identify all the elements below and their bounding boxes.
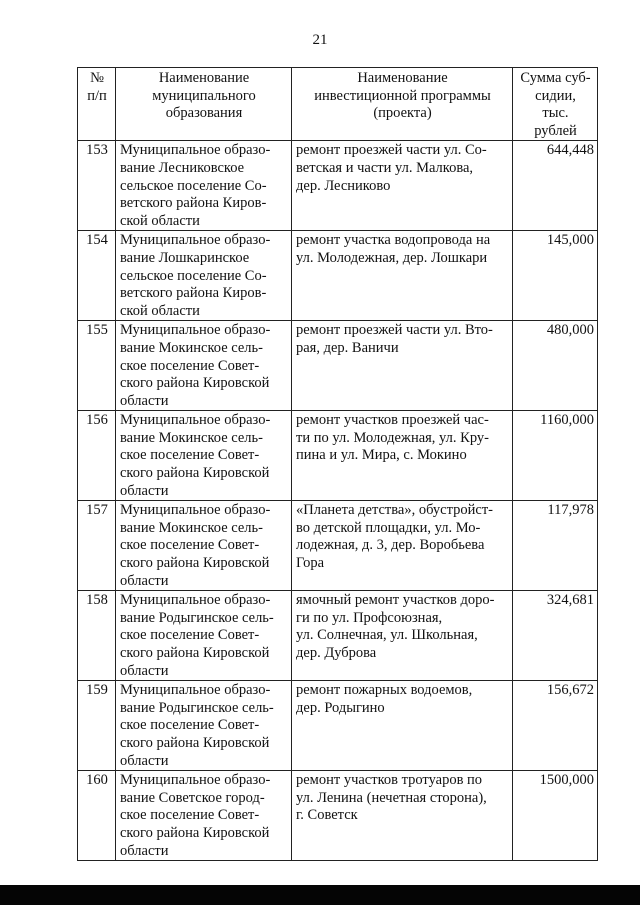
row-program: ремонт проезжей части ул. Вто- рая, дер. Ваничи bbox=[292, 321, 513, 411]
table-header-row bbox=[78, 68, 598, 141]
row-number: 157 bbox=[78, 501, 116, 591]
header-number: № п/п bbox=[78, 68, 116, 141]
table-row bbox=[78, 141, 598, 231]
subsidy-table bbox=[77, 67, 598, 861]
scan-edge-bar bbox=[0, 885, 640, 905]
row-number: 156 bbox=[78, 411, 116, 501]
row-program: ремонт проезжей части ул. Со- ветская и части ул. Малкова, дер. Лесниково bbox=[292, 141, 513, 231]
row-number: 159 bbox=[78, 681, 116, 771]
header-subsidy-sum: Сумма суб- сидии, тыс. рублей bbox=[513, 68, 598, 141]
row-sum: 1500,000 bbox=[513, 771, 598, 861]
table-row bbox=[78, 681, 598, 771]
row-municipality: Муниципальное образо- вание Мокинское сель- ское поселение Совет- ского района Кировской области bbox=[116, 501, 292, 591]
row-number: 155 bbox=[78, 321, 116, 411]
row-program: ремонт участков тротуаров по ул. Ленина (нечетная сторона), г. Советск bbox=[292, 771, 513, 861]
table-row bbox=[78, 411, 598, 501]
row-program: ремонт участков проезжей час- ти по ул. Молодежная, ул. Кру- пина и ул. Мира, с. Мокино bbox=[292, 411, 513, 501]
page-number: 21 bbox=[312, 32, 328, 48]
header-municipality: Наименование муниципального образования bbox=[116, 68, 292, 141]
row-municipality: Муниципальное образо- вание Мокинское сель- ское поселение Совет- ского района Кировской области bbox=[116, 411, 292, 501]
row-sum: 117,978 bbox=[513, 501, 598, 591]
table-row bbox=[78, 591, 598, 681]
row-number: 160 bbox=[78, 771, 116, 861]
row-program: ямочный ремонт участков доро- ги по ул. Профсоюзная, ул. Солнечная, ул. Школьная, дер. Дуброва bbox=[292, 591, 513, 681]
row-sum: 324,681 bbox=[513, 591, 598, 681]
row-number: 158 bbox=[78, 591, 116, 681]
row-municipality: Муниципальное образо- вание Лесниковское сельское поселение Со- ветского района Киров- ской области bbox=[116, 141, 292, 231]
row-sum: 145,000 bbox=[513, 231, 598, 321]
table-row bbox=[78, 771, 598, 861]
row-municipality: Муниципальное образо- вание Мокинское сель- ское поселение Совет- ского района Кировской области bbox=[116, 321, 292, 411]
row-municipality: Муниципальное образо- вание Родыгинское сель- ское поселение Совет- ского района Кировской области bbox=[116, 591, 292, 681]
table-row bbox=[78, 321, 598, 411]
row-municipality: Муниципальное образо- вание Советское город- ское поселение Совет- ского района Кировской области bbox=[116, 771, 292, 861]
table-row bbox=[78, 501, 598, 591]
table-row bbox=[78, 231, 598, 321]
row-sum: 1160,000 bbox=[513, 411, 598, 501]
header-program: Наименование инвестиционной программы (проекта) bbox=[292, 68, 513, 141]
row-sum: 644,448 bbox=[513, 141, 598, 231]
row-sum: 156,672 bbox=[513, 681, 598, 771]
row-sum: 480,000 bbox=[513, 321, 598, 411]
row-number: 153 bbox=[78, 141, 116, 231]
row-number: 154 bbox=[78, 231, 116, 321]
row-municipality: Муниципальное образо- вание Лошкаринское сельское поселение Со- ветского района Киров- ской области bbox=[116, 231, 292, 321]
row-program: ремонт участка водопровода на ул. Молодежная, дер. Лошкари bbox=[292, 231, 513, 321]
row-program: ремонт пожарных водоемов, дер. Родыгино bbox=[292, 681, 513, 771]
row-municipality: Муниципальное образо- вание Родыгинское сель- ское поселение Совет- ского района Кировской области bbox=[116, 681, 292, 771]
row-program: «Планета детства», обустройст- во детской площадки, ул. Мо- лодежная, д. 3, дер. Воробьева Гора bbox=[292, 501, 513, 591]
